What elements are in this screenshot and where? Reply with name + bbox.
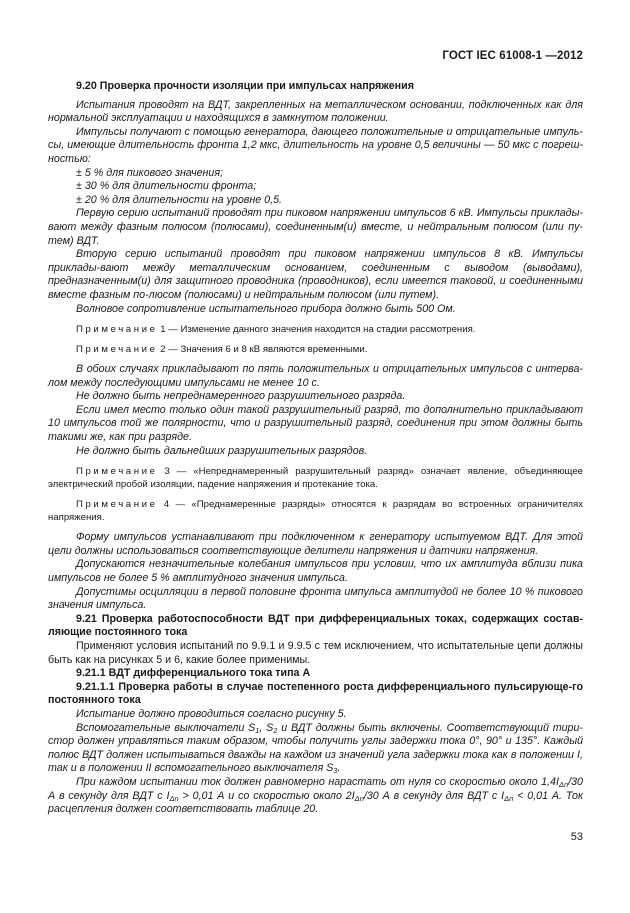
text-run: При каждом испытании ток должен равномерно нарастать от нуля со скоростью около 1,4I bbox=[76, 775, 559, 788]
section-9-21-heading: 9.21 Проверка работоспособности ВДТ при дифференциальных токах, содержащих состав-ляющие постоянного тока bbox=[48, 612, 583, 639]
paragraph: Вторую серию испытаний проводят при пиковом напряжении импульсов 8 кВ. Импульсы приклады-вают между металлическим основанием, соединенным с выводом (выводами), предназначенным(и) для защитного проводника (проводников), если имеется таковой, и соединенными вместе фазным по-люсом (полюсами) и нейтральным полюсом (или путем). bbox=[48, 248, 583, 301]
subscript: Δn bbox=[169, 793, 179, 803]
document-body bbox=[48, 80, 583, 817]
paragraph: Импульсы получают с помощью генератора, дающего положительные и отрицательные импуль-сы, имеющие длительность фронта 1,2 мкс, длительность на уровне 0,5 величины — 50 мкс с погреш-ностью: bbox=[48, 125, 583, 165]
paragraph bbox=[48, 776, 583, 817]
paragraph: Волновое сопротивление испытательного прибора должно быть 500 Ом. bbox=[76, 302, 456, 315]
note-label: Примечание bbox=[76, 466, 158, 478]
note-2 bbox=[48, 343, 583, 356]
paragraph: В обоих случаях прикладывают по пять положительных и отрицательных импульсов с интерва-лом между последующими импульсами не менее 10 с. bbox=[48, 363, 583, 389]
section-9-20-heading: 9.20 Проверка прочности изоляции при импульсах напряжения bbox=[76, 80, 414, 92]
tolerance-item: ± 20 % для длительности на уровне 0,5. bbox=[76, 193, 283, 206]
tolerance-item: ± 30 % для длительности фронта; bbox=[76, 180, 257, 193]
subscript: Δn bbox=[558, 779, 569, 789]
page-number: 53 bbox=[570, 831, 583, 843]
text-run: /30 А в секунду для ВДТ с I bbox=[363, 789, 505, 802]
paragraph: Допускаются незначительные колебания импульсов при условии, что их амплитуда вблизи пика импульсов не более 5 % амплитудного значения импульса. bbox=[48, 558, 583, 585]
text-run: и ВДТ должны быть включены. Соответствующий тири-стор должен управляться таким образом, чтобы получить углы задержки тока 0°, 90° и 135°. Каждый полюс ВДТ должен испытываться дважды на каждом из значений угла задержки тока как в положении I, так и в положении II вспомогательного выключателя S bbox=[48, 721, 583, 775]
paragraph: Применяют условия испытаний по 9.9.1 и 9.9.5 с тем исключением, что испытательные цепи должны быть как на рисунках 5 и 6, какие более применимы. bbox=[48, 640, 583, 666]
paragraph: Форму импульсов устанавливают при подключенном к генератору испытуемом ВДТ. Для этой цели должны использоваться соответствующие делители напряжения и датчики напряжения. bbox=[48, 531, 583, 557]
tolerance-item: ± 5 % для пикового значения; bbox=[76, 166, 224, 179]
section-9-21-1-1-heading: 9.21.1.1 Проверка работы в случае постепенного роста дифференциального пульсирующе-го постоянного тока bbox=[48, 680, 583, 707]
paragraph: Испытания проводят на ВДТ, закрепленных на металлическом основании, подключенных как для нормальной эксплуатации и находящихся в замкнутом положении. bbox=[48, 98, 583, 125]
note-4 bbox=[48, 498, 583, 524]
paragraph: Допустимы осцилляции в первой половине фронта импульса амплитудой не более 10 % пикового значения импульса. bbox=[48, 585, 583, 612]
subscript: 3 bbox=[333, 766, 338, 776]
section-9-21-1-heading: 9.21.1 ВДТ дифференциального тока типа А bbox=[76, 667, 311, 680]
note-3 bbox=[48, 465, 583, 491]
standard-designation: ГОСТ IEC 61008-1 —2012 bbox=[442, 50, 583, 62]
paragraph: Испытание должно проводиться согласно рисунку 5. bbox=[76, 707, 347, 720]
paragraph bbox=[48, 722, 583, 776]
subscript: 1 bbox=[255, 725, 260, 735]
note-label: Примечание bbox=[76, 499, 158, 511]
text-run: < 0,01 А. Ток расцепления должен соответствовать таблице 20. bbox=[48, 789, 584, 816]
note-label: Примечание bbox=[76, 324, 158, 336]
paragraph: Не должно быть непреднамеренного разрушительного разряда. bbox=[76, 390, 406, 403]
document-page bbox=[48, 0, 583, 913]
subscript: 2 bbox=[273, 725, 278, 735]
paragraph: Первую серию испытаний проводят при пиковом напряжении импульсов 6 кВ. Импульсы приклады-вают между фазным полюсом (полюсами), соединенным(и) вместе, и нейтральным полюсом (или пу-тем) ВДТ. bbox=[48, 207, 583, 247]
text-run: . bbox=[337, 762, 341, 775]
paragraph: Не должно быть дальнейших разрушительных разрядов. bbox=[76, 444, 368, 457]
note-text: 4 — «Преднамеренные разряды» относятся к разрядам во встроенных ограничителях напряжения. bbox=[48, 499, 583, 524]
text-run: > 0,01 А и со скоростью около 2I bbox=[178, 789, 355, 802]
text-run: , S bbox=[259, 721, 274, 734]
note-text: 2 — Значения 6 и 8 кВ являются временными. bbox=[160, 344, 368, 356]
text-run: Вспомогательные выключатели S bbox=[76, 721, 256, 734]
text-run: /30 А в секунду для ВДТ с I bbox=[48, 775, 583, 802]
note-1 bbox=[48, 323, 583, 336]
subscript: Δn bbox=[504, 793, 514, 803]
note-text: 3 — «Непреднамеренный разрушительный разряд» означает явление, объединяющее электрический пробой изоляции, падение напряжения и протекание тока. bbox=[48, 466, 583, 491]
paragraph: Если имел место только один такой разрушительный разряд, то дополнительно прикладывают 10 импульсов той же полярности, что и разрушительный разряд, соединения при этом должны быть такими же, как при разряде. bbox=[48, 403, 583, 444]
note-label: Примечание bbox=[76, 344, 158, 356]
note-text: 1 — Изменение данного значения находится на стадии рассмотрения. bbox=[160, 324, 476, 336]
subscript: Δn bbox=[354, 793, 364, 803]
